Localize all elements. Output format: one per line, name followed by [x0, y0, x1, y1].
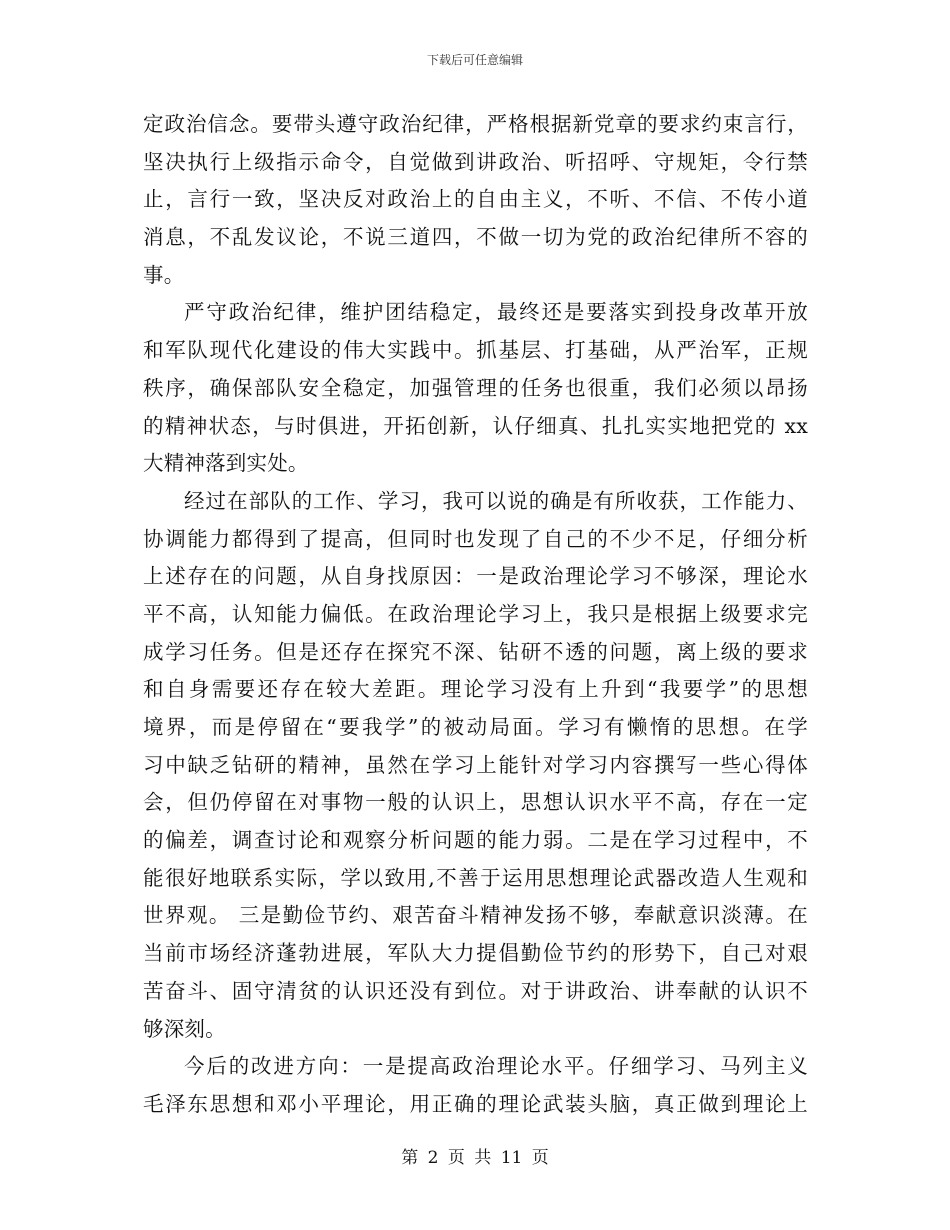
text-line: 定政治信念。要带头遵守政治纪律，严格根据新党章的要求约束言行，: [143, 112, 808, 136]
text-line: 止，言行一致，坚决反对政治上的自由主义，不听、不信、不传小道: [143, 187, 808, 212]
text-line: 上述存在的问题，从自身找原因：一是政治理论学习不够深，理论水: [143, 564, 808, 589]
text-line: 的偏差，调查讨论和观察分析问题的能力弱。二是在学习过程中，不: [143, 828, 808, 853]
page-number-footer: 第 2 页 共 11 页: [401, 1148, 549, 1168]
page-header: 下载后可任意编辑: [426, 53, 523, 67]
text-line: 够深刻。: [143, 1016, 226, 1041]
text-line: 秩序，确保部队安全稳定，加强管理的任务也很重，我们必须以昂扬: [143, 375, 808, 400]
text-line: 和军队现代化建设的伟大实践中。抓基层、打基础，从严治军，正规: [143, 338, 808, 363]
text-line: 当前市场经济蓬勃进展，军队大力提倡勤俭节约的形势下，自己对艰: [143, 941, 808, 966]
text-line: 成学习任务。但是还存在探究不深、钻研不透的问题，离上级的要求: [143, 639, 808, 664]
text-line: 平不高，认知能力偏低。在政治理论学习上，我只是根据上级要求完: [143, 601, 808, 626]
text-line: 会，但仍停留在对事物一般的认识上，思想认识水平不高，存在一定: [143, 790, 808, 815]
text-line: 苦奋斗、固守清贫的认识还没有到位。对于讲政治、讲奉献的认识不: [143, 978, 808, 1003]
text-line: 经过在部队的工作、学习，我可以说的确是有所收获，工作能力、: [184, 488, 808, 513]
text-line: 协调能力都得到了提高，但同时也发现了自己的不少不足，仔细分析: [143, 526, 808, 551]
text-line: 严守政治纪律，维护团结稳定，最终还是要落实到投身改革开放: [184, 300, 808, 325]
text-line: 和自身需要还存在较大差距。理论学习没有上升到“我要学”的思想: [143, 677, 808, 702]
text-line: 能很好地联系实际，学以致用,不善于运用思想理论武器改造人生观和: [143, 865, 808, 890]
text-line: 坚决执行上级指示命令，自觉做到讲政治、听招呼、守规矩，令行禁: [143, 149, 808, 174]
text-line: 的精神状态，与时俱进，开拓创新，认仔细真、扎扎实实地把党的 xx: [143, 413, 808, 438]
text-line: 毛泽东思想和邓小平理论，用正确的理论武装头脑，真正做到理论上: [143, 1091, 808, 1116]
text-line: 事。: [143, 262, 185, 287]
document-body: [143, 106, 808, 1124]
text-line: 消息，不乱发议论，不说三道四，不做一切为党的政治纪律所不容的: [143, 225, 808, 250]
text-line: 习中缺乏钻研的精神，虽然在学习上能针对学习内容撰写一些心得体: [143, 752, 808, 777]
text-line: 大精神落到实处。: [143, 451, 309, 476]
text-line: 境界，而是停留在“要我学”的被动局面。学习有懒惰的思想。在学: [143, 715, 808, 739]
text-line: 世界观。 三是勤俭节约、艰苦奋斗精神发扬不够，奉献意识淡薄。在: [143, 903, 808, 928]
text-line: 今后的改进方向：一是提高政治理论水平。仔细学习、马列主义: [184, 1054, 808, 1079]
